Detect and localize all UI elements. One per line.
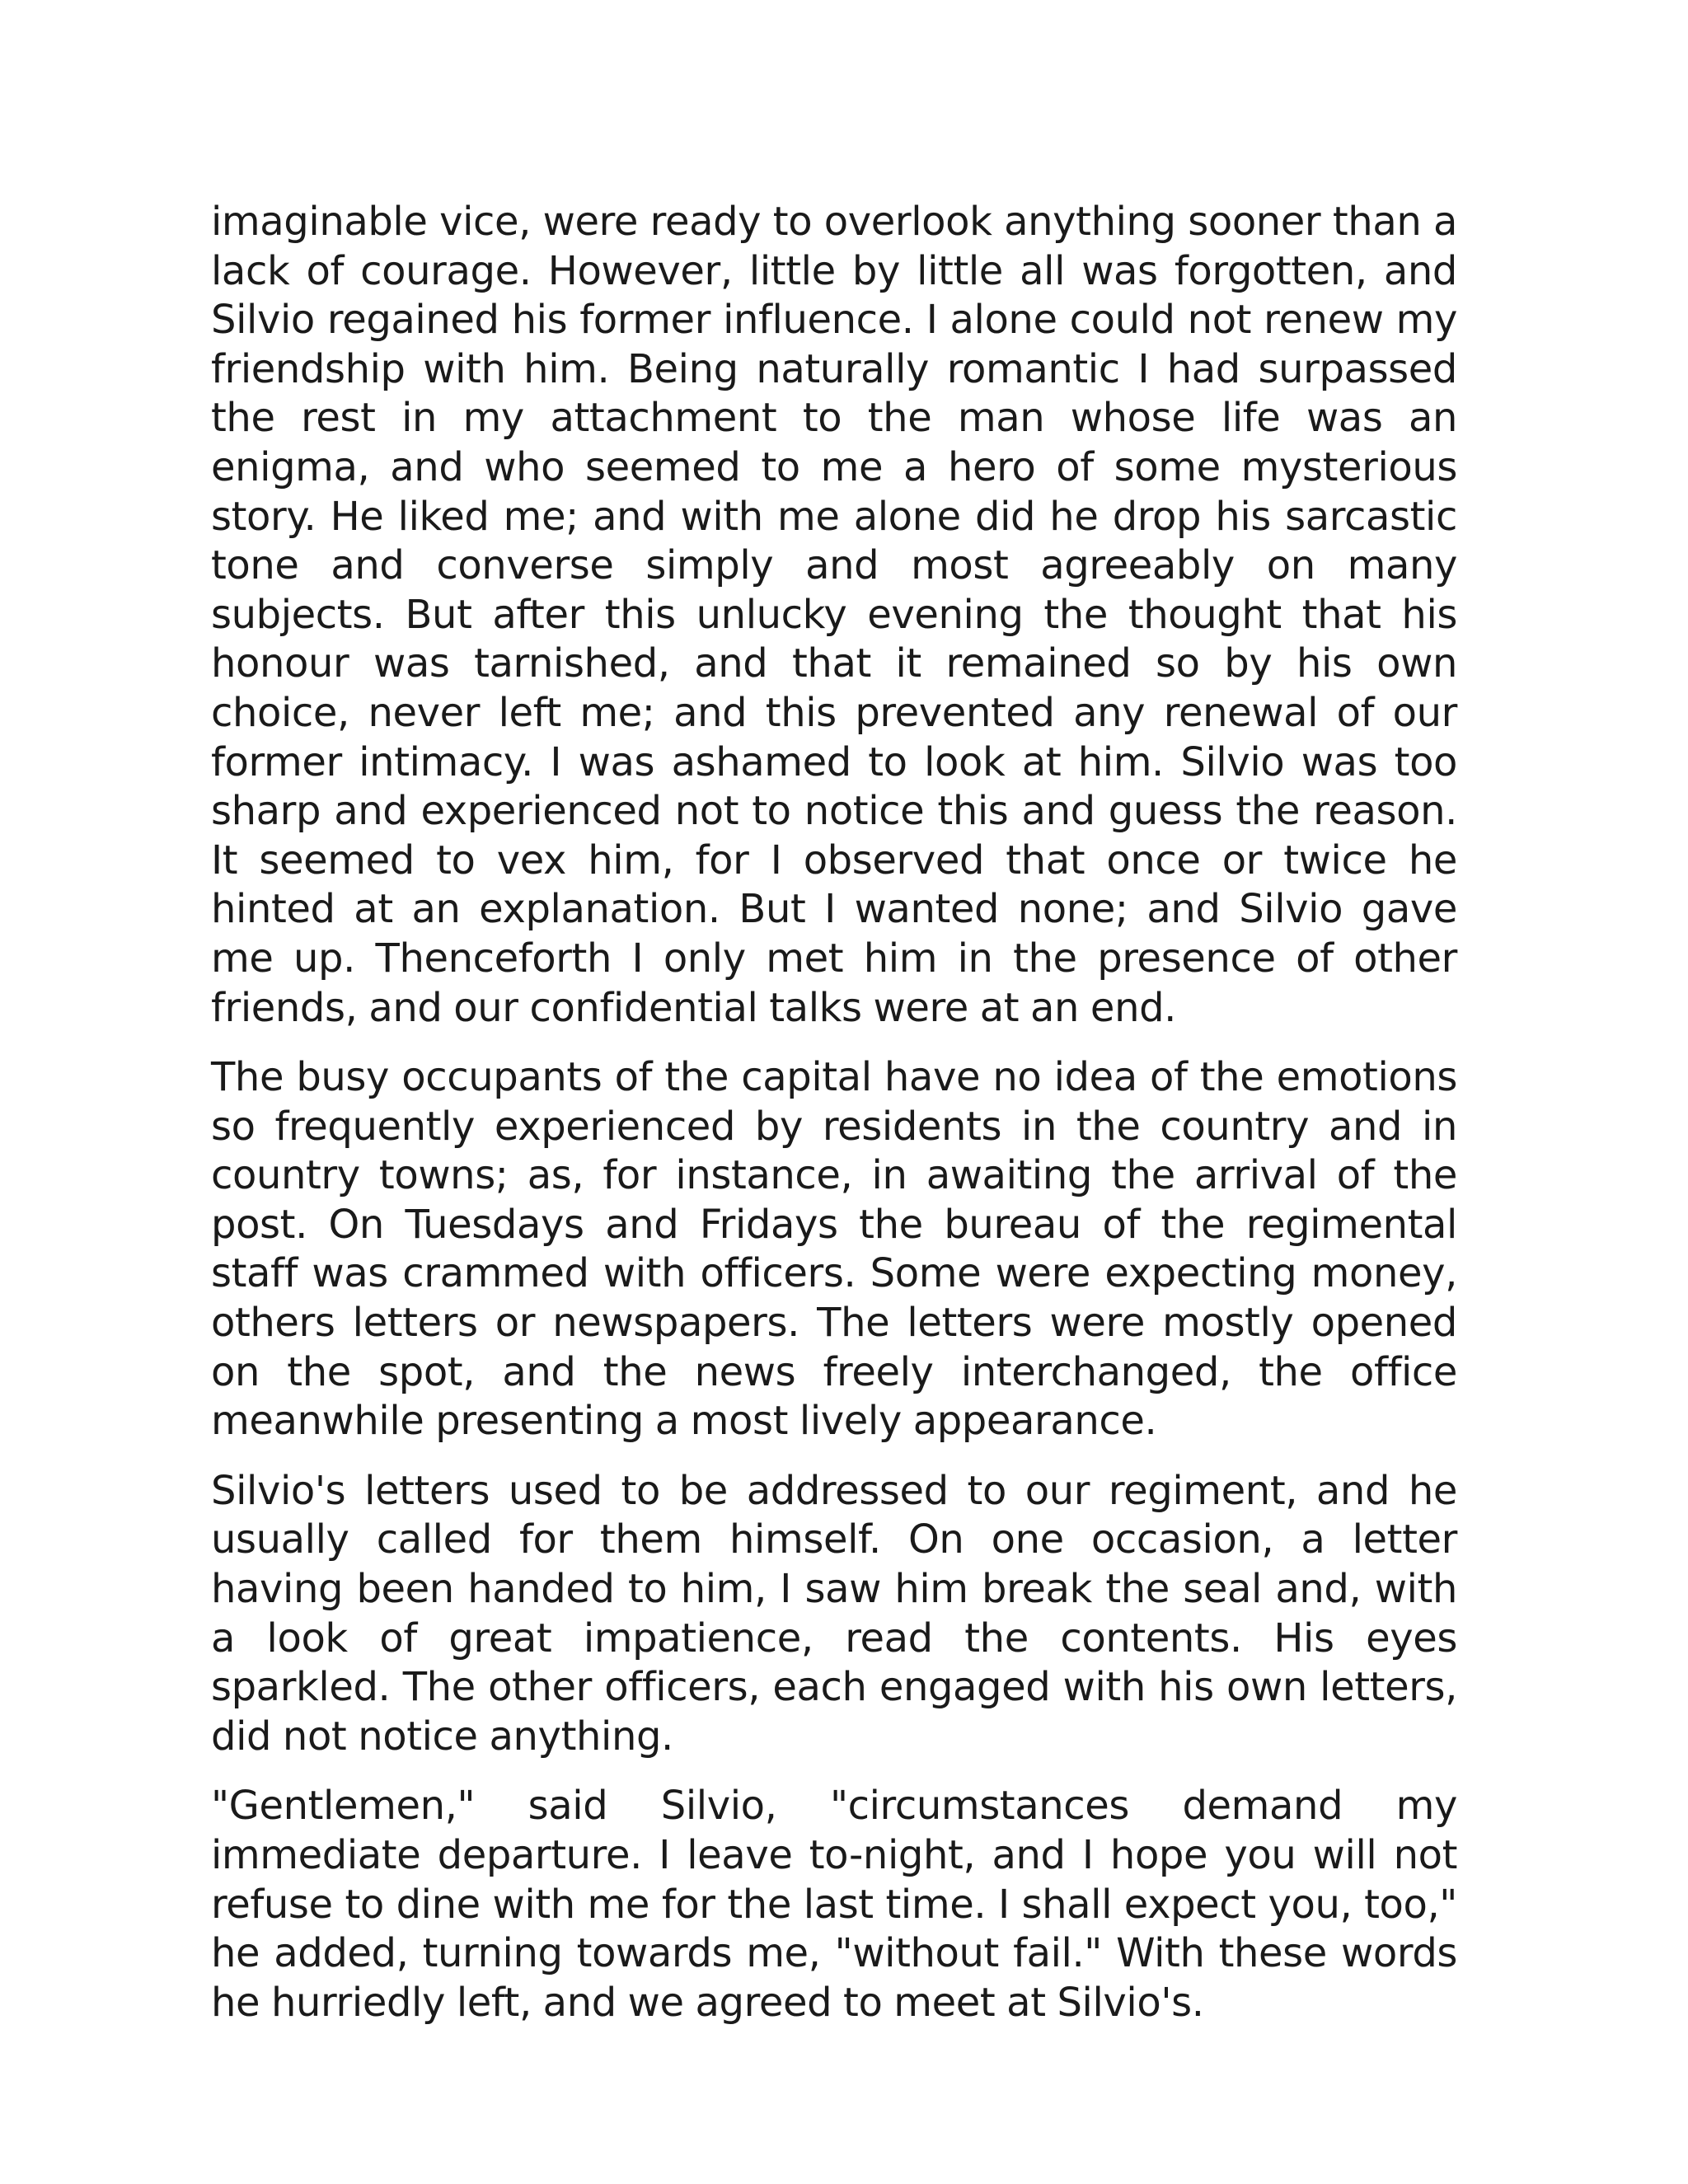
paragraph-3: Silvio's letters used to be addressed to our regiment, and he usually called for them himself. On one occasion, a letter having been handed to him, I saw him break the seal and, with a look of great impatience, read the contents. His eyes sparkled. The other officers, each engaged with his own letters, did not notice anything. (211, 1467, 1457, 1760)
document-page (211, 198, 1457, 2048)
paragraph-2: The busy occupants of the capital have no idea of the emotions so frequently experienced by residents in the country and in country towns; as, for instance, in awaiting the arrival of the post. On Tuesdays and Fridays the bureau of the regimental staff was crammed with officers. Some were expecting money, others letters or newspapers. The letters were mostly opened on the spot, and the news freely interchanged, the office meanwhile presenting a most lively appearance. (211, 1054, 1457, 1445)
paragraph-1: imaginable vice, were ready to overlook anything sooner than a lack of courage. However, little by little all was forgotten, and Silvio regained his former influence. I alone could not renew my friendship with him. Being naturally romantic I had surpassed the rest in my attachment to the man whose life was an enigma, and who seemed to me a hero of some mysterious story. He liked me; and with me alone did he drop his sarcastic tone and converse simply and most agreeably on many subjects. But after this unlucky evening the thought that his honour was tarnished, and that it remained so by his own choice, never left me; and this prevented any renewal of our former intimacy. I was ashamed to look at him. Silvio was too sharp and experienced not to notice this and guess the reason. It seemed to vex him, for I observed that once or twice he hinted at an explanation. But I wanted none; and Silvio gave me up. Thenceforth I only met him in the presence of other friends, and our confidential talks were at an end. (211, 199, 1457, 1031)
paragraph-4: "Gentlemen," said Silvio, "circumstances demand my immediate departure. I leave to-night, and I hope you will not refuse to dine with me for the last time. I shall expect you, too," he added, turning towards me, "without fail." With these words he hurriedly left, and we agreed to meet at Silvio's. (211, 1783, 1457, 2026)
